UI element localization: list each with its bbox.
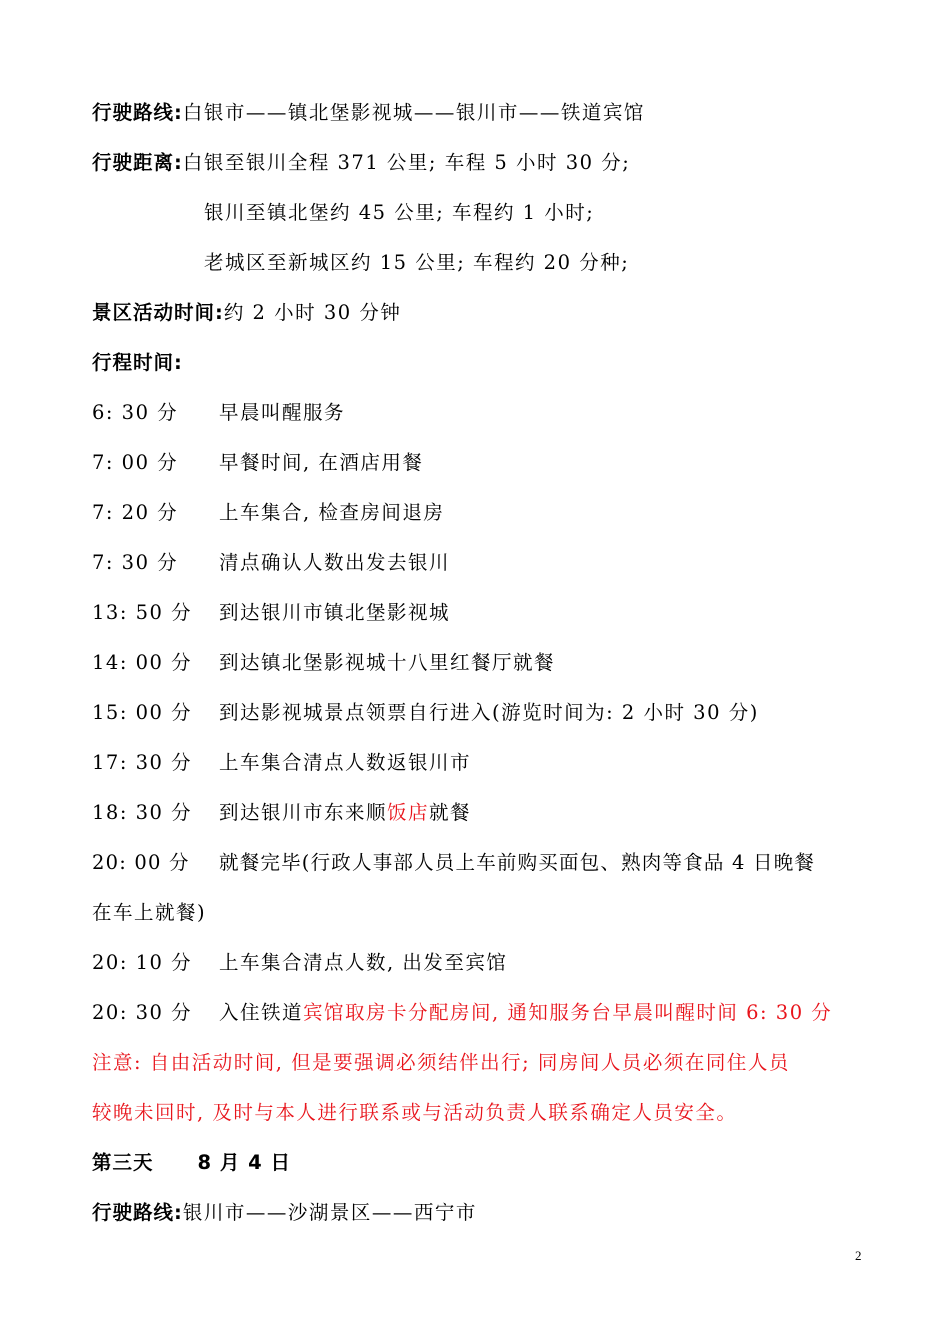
schedule-text: 上车集合, 检查房间退房 [219,501,445,524]
schedule-time: 13: 50 分 [92,601,193,624]
schedule-row [92,950,507,976]
schedule-text: 入住铁道 [219,1001,304,1024]
schedule-text: 就餐完毕(行政人事部人员上车前购买面包、熟肉等食品 4 日晚餐 [219,851,816,874]
notice-line-2: 较晚未回时, 及时与本人进行联系或与活动负责人联系确定人员安全。 [92,1101,738,1124]
schedule-row [92,800,471,826]
notice-line-1: 注意: 自由活动时间, 但是要强调必须结伴出行; 同房间人员必须在同住人员 [92,1051,790,1074]
schedule-row [92,700,759,726]
schedule-text: 上车集合清点人数返银川市 [219,751,472,774]
schedule-title: 行程时间: [92,351,183,374]
day3-date: 8 月 4 日 [197,1151,292,1174]
route-text: 白银市——镇北堡影视城——银川市——铁道宾馆 [182,101,645,124]
schedule-text-highlight: 饭店 [387,801,430,824]
schedule-row [92,400,345,426]
schedule-row [92,550,450,576]
schedule-row [92,650,555,676]
schedule-text: 早晨叫醒服务 [219,401,346,424]
schedule-text: 早餐时间, 在酒店用餐 [219,451,424,474]
schedule-row [92,750,471,776]
day3-heading [92,1150,291,1176]
schedule-time: 17: 30 分 [92,751,193,774]
schedule-row [92,850,815,876]
schedule-row [92,450,423,476]
schedule-row [92,1000,832,1026]
distance-label: 行驶距离: [92,151,183,174]
schedule-time: 18: 30 分 [92,801,193,824]
schedule-time: 6: 30 分 [92,401,179,424]
schedule-time: 7: 20 分 [92,501,179,524]
route-line [92,100,645,126]
activity-text: 约 2 小时 30 分钟 [223,301,402,324]
schedule-time: 20: 30 分 [92,1001,193,1024]
schedule-row [92,600,450,626]
schedule-text-highlight: 宾馆取房卡分配房间, 通知服务台早晨叫醒时间 6: 30 分 [303,1001,833,1024]
distance-text-2: 银川至镇北堡约 45 公里; 车程约 1 小时; [204,201,595,224]
schedule-time: 14: 00 分 [92,651,193,674]
schedule-time: 20: 00 分 [92,851,190,874]
schedule-text: 到达银川市东来顺 [219,801,388,824]
route-text: 银川市——沙湖景区——西宁市 [182,1201,477,1224]
schedule-text: 到达银川市镇北堡影视城 [219,601,451,624]
schedule-text: 到达镇北堡影视城十八里红餐厅就餐 [219,651,556,674]
activity-line [92,300,401,326]
schedule-row-continuation: 在车上就餐) [92,901,207,924]
schedule-time: 20: 10 分 [92,951,193,974]
schedule-text: 上车集合清点人数, 出发至宾馆 [219,951,508,974]
schedule-text: 到达影视城景点领票自行进入(游览时间为: 2 小时 30 分) [219,701,759,724]
schedule-time: 7: 00 分 [92,451,179,474]
schedule-row [92,500,444,526]
schedule-time: 15: 00 分 [92,701,193,724]
distance-text-1: 白银至银川全程 371 公里; 车程 5 小时 30 分; [182,151,631,174]
schedule-text: 清点确认人数出发去银川 [219,551,451,574]
schedule-time: 7: 30 分 [92,551,179,574]
page-number: 2 [855,1248,862,1263]
route-label: 行驶路线: [92,1201,183,1224]
activity-label: 景区活动时间: [92,301,224,324]
day3-label: 第三天 [92,1151,154,1174]
route-line-day3 [92,1200,477,1226]
distance-line [92,150,630,176]
schedule-text: 就餐 [429,801,472,824]
distance-text-3: 老城区至新城区约 15 公里; 车程约 20 分种; [204,251,630,274]
route-label: 行驶路线: [92,101,183,124]
